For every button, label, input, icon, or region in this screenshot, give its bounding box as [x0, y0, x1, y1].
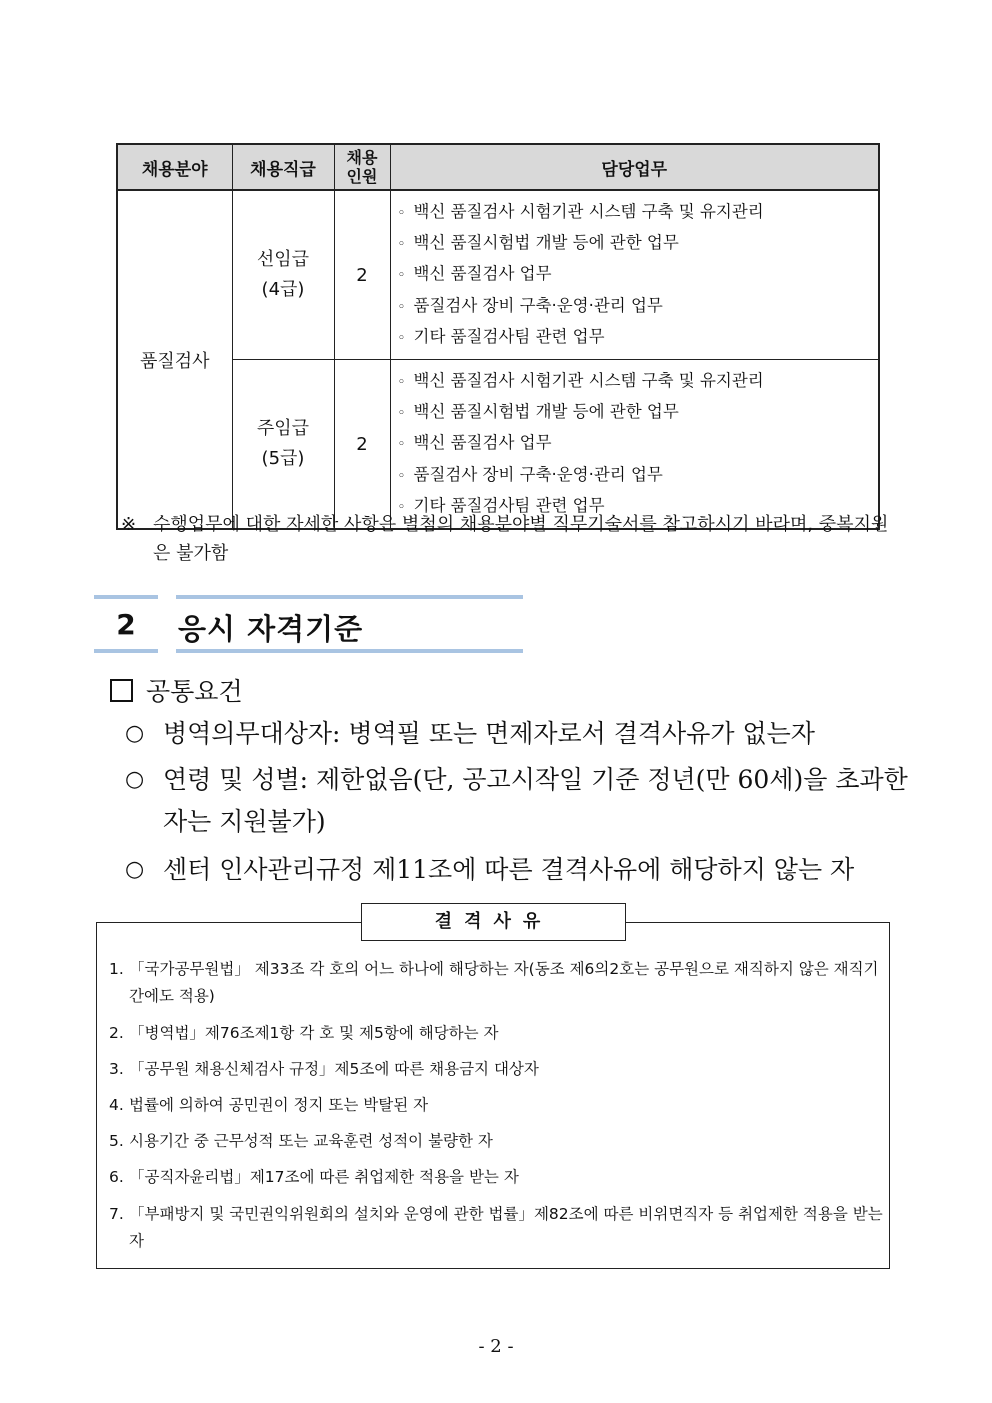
duty-bullet: ◦	[397, 437, 406, 453]
duty-bullet: ◦	[397, 206, 406, 221]
field-cell: 품질검사	[117, 190, 232, 529]
count-cell: 2	[334, 190, 390, 360]
duty-bullet: ◦	[397, 268, 406, 284]
duty-text: 품질검사 장비 구축·운영·관리 업무	[413, 464, 663, 484]
list-item	[398, 322, 879, 353]
duty-text: 품질검사 장비 구축·운영·관리 업무	[413, 295, 663, 315]
duty-bullet: ◦	[397, 499, 406, 515]
item-text: 「공무원 채용신체검사 규정」제5조에 따른 채용금지 대상자	[129, 1060, 539, 1078]
table-row	[117, 360, 879, 530]
duties-cell	[390, 360, 879, 530]
duty-list	[391, 191, 879, 359]
grade-level: (5급)	[261, 448, 305, 470]
list-item	[398, 228, 879, 259]
section-rule-bottom	[176, 649, 523, 653]
grade-cell	[232, 190, 334, 360]
requirements-heading-text: 공통요건	[146, 677, 243, 706]
item-text: 법률에 의하여 공민권이 정지 또는 박탈된 자	[129, 1096, 429, 1114]
header-field: 채용분야	[117, 144, 232, 190]
list-item	[398, 460, 879, 491]
duty-bullet: ◦	[397, 299, 406, 315]
duty-text: 백신 품질시험법 개발 등에 관한 업무	[413, 402, 679, 422]
duty-text: 백신 품질시험법 개발 등에 관한 업무	[413, 233, 679, 253]
item-number: 1.	[109, 960, 124, 978]
item-number: 2.	[109, 1024, 124, 1042]
item-text: 「부패방지 및 국민권익위원회의 설치와 운영에 관한 법률」제82조에 따른 비위면직자 등 취업제한 적용을 받는 자	[129, 1205, 883, 1250]
requirements-heading	[110, 672, 243, 708]
item-text: 시용기간 중 근무성적 또는 교육훈련 성적이 불량한 자	[129, 1132, 493, 1150]
note-text: 수행업무에 대한 자세한 사항은 별첨의 채용분야별 직무기술서를 참고하시기 바라며, 중복지원은 불가함	[153, 514, 889, 564]
grade-level: (4급)	[261, 279, 305, 300]
duty-bullet: ◦	[397, 330, 406, 346]
duty-list	[391, 360, 879, 528]
duty-text: 백신 품질검사 업무	[413, 433, 552, 453]
item-number: 5.	[109, 1132, 124, 1150]
section-rule-top	[176, 595, 523, 599]
item-number: 3.	[109, 1060, 124, 1078]
header-grade: 채용직급	[232, 144, 334, 190]
section-title: 응시 자격기준	[178, 612, 364, 646]
duty-text: 기타 품질검사팀 관련 업무	[413, 495, 605, 515]
table-row	[117, 190, 879, 360]
circle-bullet-icon: ○	[125, 721, 145, 746]
grade-cell	[232, 360, 334, 530]
header-duties: 담당업무	[390, 144, 879, 190]
list-item	[398, 397, 879, 428]
requirement-text: 센터 인사관리규정 제11조에 따른 결격사유에 해당하지 않는 자	[163, 855, 855, 884]
section-title-box	[176, 595, 523, 653]
note-mark: ※	[121, 514, 137, 535]
list-item	[398, 366, 879, 397]
item-number: 7.	[109, 1205, 124, 1223]
duty-text: 기타 품질검사팀 관련 업무	[413, 326, 605, 346]
header-count-line2: 인원	[346, 167, 378, 186]
section-rule-top	[94, 595, 158, 599]
duty-bullet: ◦	[397, 237, 406, 253]
checkbox-square-icon	[110, 679, 133, 702]
count-cell: 2	[334, 360, 390, 530]
list-item	[398, 197, 879, 228]
disqualification-title: 결격사유	[361, 903, 626, 941]
section-number: 2	[116, 608, 136, 641]
list-item	[398, 259, 879, 290]
recruitment-table	[116, 143, 880, 530]
item-text: 「병역법」제76조제1항 각 호 및 제5항에 해당하는 자	[129, 1024, 499, 1042]
section-number-box	[94, 595, 158, 653]
duty-text: 백신 품질검사 시험기관 시스템 구축 및 유지관리	[413, 371, 764, 391]
grade-title: 주임급	[256, 418, 310, 440]
list-item	[398, 428, 879, 459]
header-count-line1: 채용	[346, 148, 378, 167]
duty-text: 백신 품질검사 업무	[413, 264, 552, 284]
item-text: 「국가공무원법」 제33조 각 호의 어느 하나에 해당하는 자(동조 제6의2호는 공무원으로 재직하지 않은 재직기간에도 적용)	[129, 960, 879, 1005]
page-number: - 2 -	[478, 1336, 514, 1357]
section-rule-bottom	[94, 649, 158, 653]
circle-bullet-icon: ○	[125, 767, 145, 792]
table-header-row	[117, 144, 879, 190]
header-count	[334, 144, 390, 190]
item-text: 「공직자윤리법」제17조에 따른 취업제한 적용을 받는 자	[129, 1168, 519, 1186]
duty-bullet: ◦	[397, 406, 406, 422]
duty-bullet: ◦	[397, 468, 406, 484]
duty-bullet: ◦	[397, 375, 406, 391]
item-number: 4.	[109, 1096, 124, 1114]
item-number: 6.	[109, 1168, 124, 1186]
duties-cell	[390, 190, 879, 360]
list-item	[398, 291, 879, 322]
requirement-text: 연령 및 성별: 제한없음(단, 공고시작일 기준 정년(만 60세)을 초과한 자는 지원불가)	[163, 765, 908, 836]
grade-title: 선임급	[256, 249, 310, 270]
circle-bullet-icon: ○	[125, 857, 145, 882]
requirement-text: 병역의무대상자: 병역필 또는 면제자로서 결격사유가 없는자	[163, 719, 815, 748]
duty-text: 백신 품질검사 시험기관 시스템 구축 및 유지관리	[413, 202, 764, 221]
